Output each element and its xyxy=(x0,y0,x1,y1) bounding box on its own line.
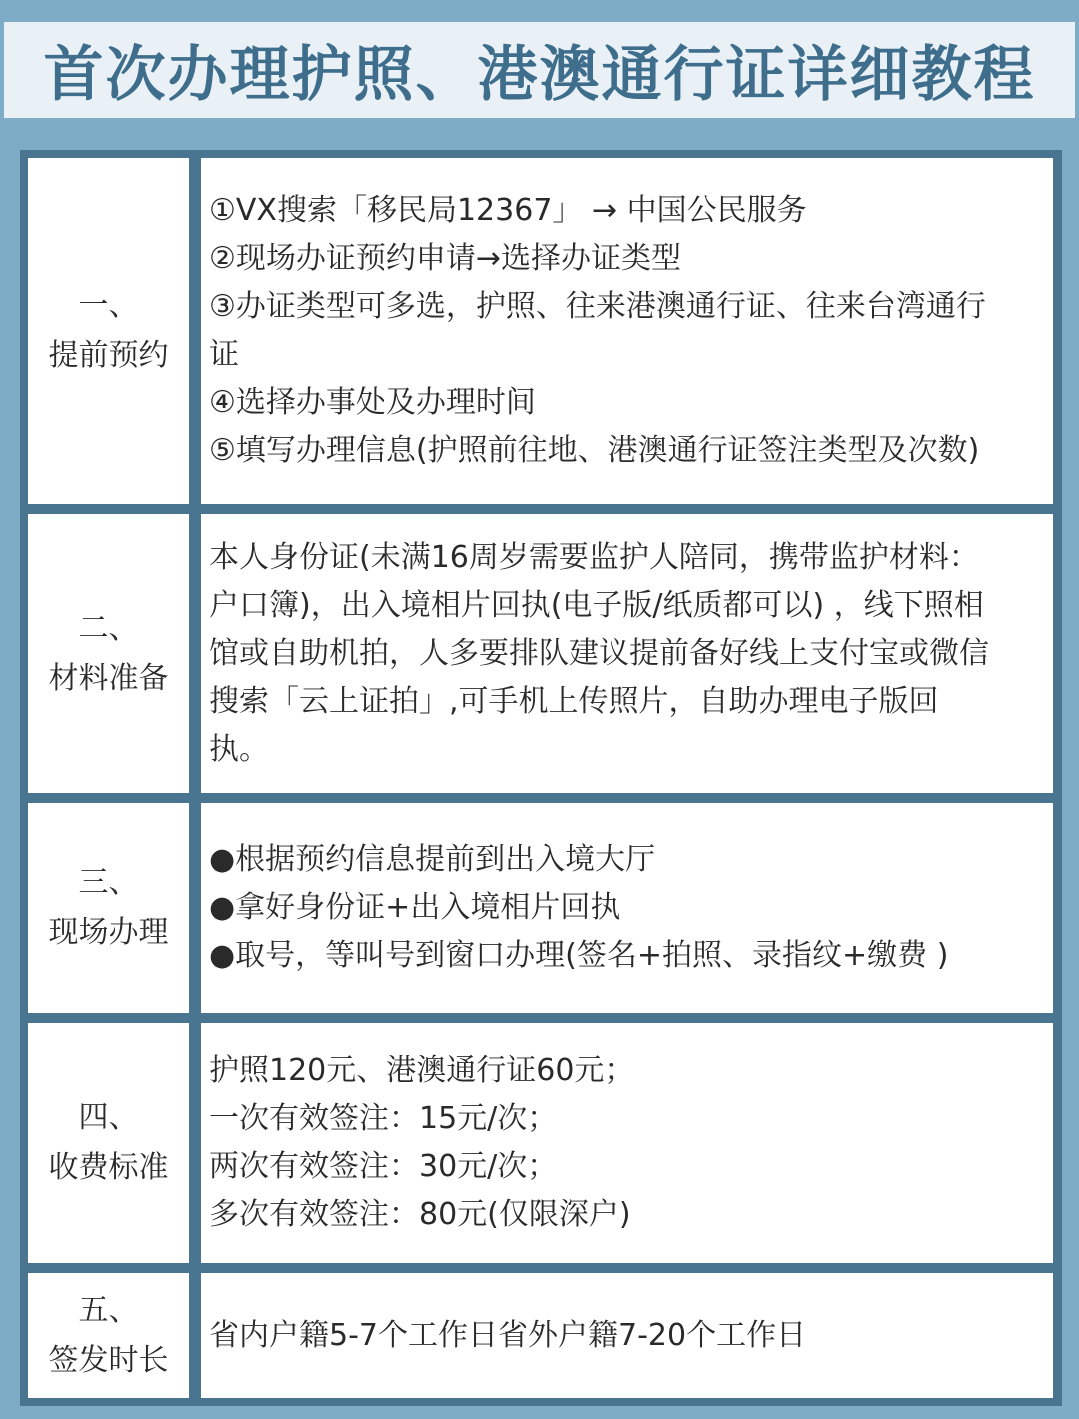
content-line: ●根据预约信息提前到出入境大厅 xyxy=(209,842,656,877)
content-line: 执。 xyxy=(209,731,269,767)
row-content xyxy=(201,514,1053,793)
row-number: 三、 xyxy=(78,865,139,900)
row-number: 五、 xyxy=(78,1292,139,1328)
row-label xyxy=(28,803,189,1013)
row-number: 四、 xyxy=(78,1100,139,1135)
content-line: ●取号，等叫号到窗口办理(签名+拍照、录指纹+缴费 ) xyxy=(209,938,949,973)
row-number: 一、 xyxy=(78,288,139,323)
content-line: 省内户籍5-7个工作日省外户籍7-20个工作日 xyxy=(209,1317,807,1353)
row-title: 材料准备 xyxy=(48,660,169,696)
row-label xyxy=(28,514,189,793)
content-line: 搜索「云上证拍」,可手机上传照片，自助办理电子版回 xyxy=(209,683,939,719)
row-title: 提前预约 xyxy=(48,338,169,373)
row-content xyxy=(201,1273,1053,1398)
content-line: ③办证类型可多选，护照、往来港澳通行证、往来台湾通行 xyxy=(209,289,986,324)
content-line: 本人身份证(未满16周岁需要监护人陪同，携带监护材料： xyxy=(209,539,979,575)
content-line: ①VX搜索「移民局12367」 → 中国公民服务 xyxy=(209,193,807,228)
content-line: ⑤填写办理信息(护照前往地、港澳通行证签注类型及次数) xyxy=(209,433,980,468)
title-banner xyxy=(4,22,1075,118)
page-title: 首次办理护照、港澳通行证详细教程 xyxy=(43,40,1036,110)
info-table xyxy=(20,150,1062,1406)
row-title: 现场办理 xyxy=(48,915,169,950)
content-line: 多次有效签注：80元(仅限深户) xyxy=(209,1197,631,1232)
row-label xyxy=(28,1023,189,1263)
content-line: 户口簿)，出入境相片回执(电子版/纸质都可以) ，线下照相 xyxy=(209,587,984,623)
content-line: ④选择办事处及办理时间 xyxy=(209,385,536,420)
content-line: ②现场办证预约申请→选择办证类型 xyxy=(209,241,682,276)
content-line: ●拿好身份证+出入境相片回执 xyxy=(209,890,621,925)
row-label xyxy=(28,158,189,504)
content-line: 两次有效签注：30元/次； xyxy=(209,1149,558,1184)
content-line: 护照120元、港澳通行证60元； xyxy=(209,1053,635,1088)
row-content xyxy=(201,1023,1053,1263)
row-content xyxy=(201,158,1053,504)
content-line: 证 xyxy=(209,337,239,372)
row-content xyxy=(201,803,1053,1013)
content-line: 一次有效签注：15元/次； xyxy=(209,1101,558,1136)
row-label xyxy=(28,1273,189,1398)
row-title: 收费标准 xyxy=(48,1150,169,1185)
content-line: 馆或自助机拍，人多要排队建议提前备好线上支付宝或微信 xyxy=(209,635,989,671)
row-number: 二、 xyxy=(78,610,139,646)
row-title: 签发时长 xyxy=(48,1342,169,1378)
